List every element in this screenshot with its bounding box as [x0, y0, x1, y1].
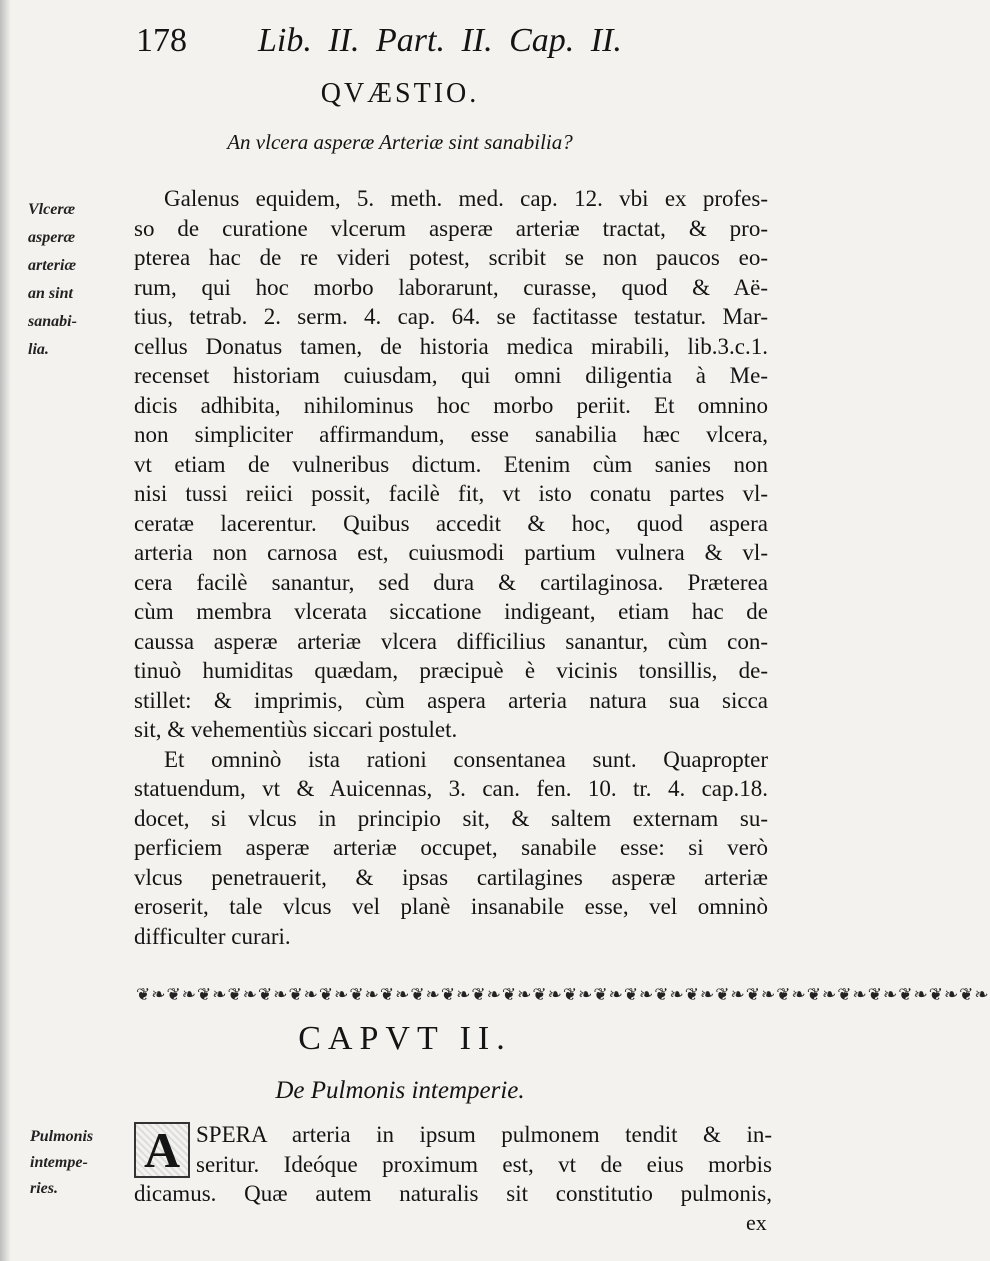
decorated-initial: A — [134, 1122, 190, 1178]
body-line: cùm membra vlcerata siccatione indigeant, etiam hac de — [134, 599, 768, 624]
catchword: ex — [746, 1210, 767, 1235]
body-line: so de curatione vlcerum asperæ arteriæ tractat, & pro- — [134, 215, 768, 241]
body-line: cellus Donatus tamen, de historia medica mirabili, lib.3.c.1. — [134, 333, 768, 359]
margin-note-line: arteriæ — [28, 257, 76, 274]
body-line: statuendum, vt & Auicennas, 3. can. fen. 10. tr. 4. cap.18. — [134, 776, 768, 801]
body-line: pterea hac de re videri potest, scribit se non paucos eo- — [134, 245, 768, 270]
chapter-body-continued — [134, 1179, 772, 1209]
body-line: tinuò humiditas quædam, præcipuè è vicinis tonsillis, de- — [134, 658, 768, 683]
body-line: tius, tetrab. 2. serm. 4. cap. 64. se factitasse testatur. Mar- — [134, 304, 768, 329]
chapter-subtitle: De Pulmonis intemperie. — [275, 1077, 525, 1104]
chapter-body-opening — [196, 1120, 772, 1179]
ornamental-divider: ❦❧❦❧❦❧❦❧❦❧❦❧❦❧❦❧❦❧❦❧❦❧❦❧❦❧❦❧❦❧❦❧❦❧❦❧❦❧❦❧❦❧❦❧❦❧❦❧❦❧❦❧❦❧❦❧ — [136, 985, 990, 1004]
body-line: stillet: & imprimis, cùm aspera arteria natura sua sicca — [134, 687, 768, 713]
margin-note-line: intempe- — [30, 1154, 88, 1171]
body-line: difficulter curari. — [134, 923, 291, 949]
margin-note-line: Pulmonis — [30, 1128, 94, 1145]
body-line: dicamus. Quæ autem naturalis sit constitutio pulmonis, — [134, 1181, 772, 1206]
body-line: dicis adhibita, nihilominus hoc morbo periit. Et omnino — [134, 392, 768, 418]
margin-note-line: ries. — [30, 1180, 58, 1197]
question-heading: QVÆSTIO. — [320, 78, 480, 109]
margin-note-pulmonis — [30, 1124, 93, 1202]
body-line: seritur. Ideóque proximum est, vt de eius morbis — [196, 1151, 772, 1177]
body-line: cera facilè sanantur, sed dura & cartilaginosa. Præterea — [134, 569, 768, 595]
margin-note-ulcera — [28, 196, 77, 364]
body-line: rum, qui hoc morbo laborarunt, curasse, quod & Aë- — [134, 274, 768, 300]
body-line: SPERA arteria in ipsum pulmonem tendit & in- — [196, 1122, 772, 1147]
body-line: docet, si vlcus in principio sit, & saltem externam su- — [134, 805, 768, 831]
body-line: perficiem asperæ arteriæ occupet, sanabile esse: si verò — [134, 835, 768, 860]
body-line: ceratæ lacerentur. Quibus accedit & hoc, quod aspera — [134, 510, 768, 536]
body-line: Et omninò ista rationi consentanea sunt. Quapropter — [164, 746, 768, 772]
page-number: 178 — [136, 22, 187, 59]
body-line: caussa asperæ arteriæ vlcera difficilius sanantur, cùm con- — [134, 628, 768, 654]
question-subtitle: An vlcera asperæ Arteriæ sint sanabilia? — [227, 130, 573, 154]
margin-note-line: lia. — [28, 341, 49, 358]
body-line: nisi tussi reiici possit, facilè fit, vt isto conatu partes vl- — [134, 481, 768, 506]
margin-note-line: an sint — [28, 285, 73, 302]
body-line: Galenus equidem, 5. meth. med. cap. 12. vbi ex profes- — [164, 186, 768, 211]
chapter-heading: CAPVT II. — [298, 1020, 512, 1057]
running-title: Lib. II. Part. II. Cap. II. — [258, 22, 622, 59]
page-edge-shadow — [0, 0, 10, 1261]
margin-note-line: Vlceræ — [28, 201, 76, 218]
margin-note-line: sanabi- — [28, 313, 77, 330]
body-line: non simpliciter affirmandum, esse sanabilia hæc vlcera, — [134, 422, 768, 447]
running-head — [136, 20, 696, 70]
body-line: eroserit, tale vlcus vel planè insanabile esse, vel omninò — [134, 894, 768, 919]
body-line: arteria non carnosa est, cuiusmodi partium vulnera & vl- — [134, 540, 768, 565]
question-body — [134, 184, 768, 951]
body-line: vlcus penetrauerit, & ipsas cartilagines asperæ arteriæ — [134, 864, 768, 890]
body-line: recenset historiam cuiusdam, qui omni diligentia à Me- — [134, 363, 768, 388]
body-line: vt etiam de vulneribus dictum. Etenim cùm sanies non — [134, 451, 768, 477]
body-line: sit, & vehementiùs siccari postulet. — [134, 717, 458, 742]
margin-note-line: asperæ — [28, 229, 76, 246]
